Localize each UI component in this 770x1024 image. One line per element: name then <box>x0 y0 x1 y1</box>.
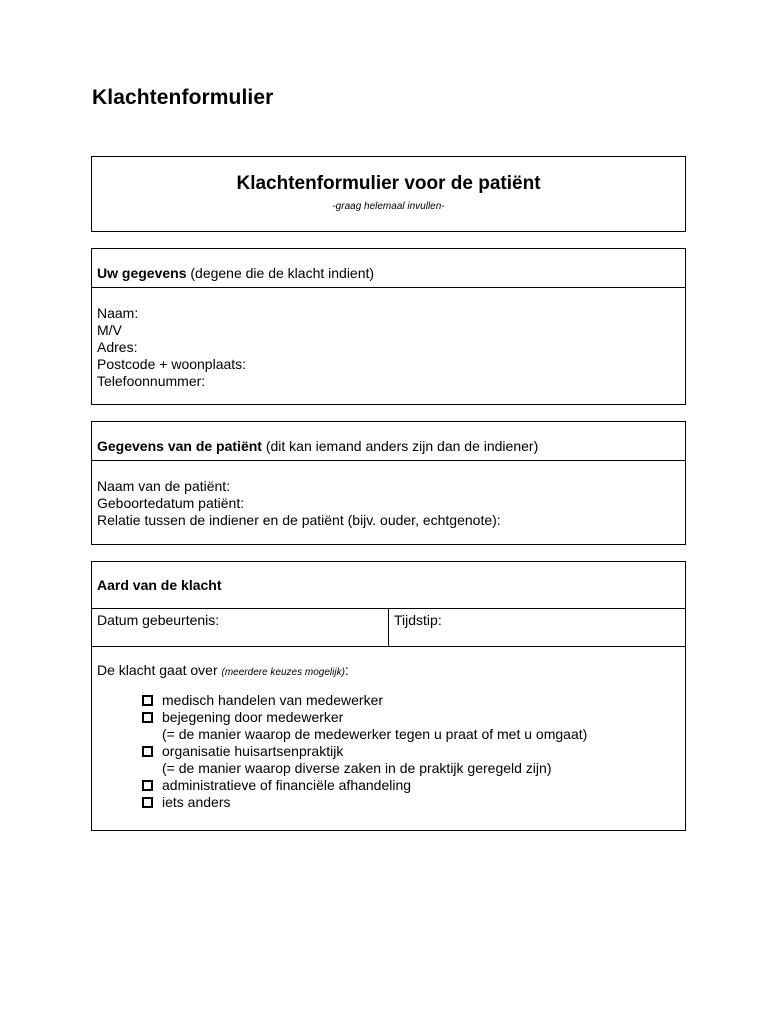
field-relatie[interactable]: Relatie tussen de indiener en de patiënt (bijv. ouder, echtgenote): <box>97 512 501 528</box>
option-label: iets anders <box>162 794 231 810</box>
field-datum-gebeurtenis[interactable]: Datum gebeurtenis: <box>92 609 389 646</box>
checkbox-icon[interactable] <box>142 712 153 723</box>
field-naam[interactable]: Naam: <box>97 305 139 321</box>
option-iets-anders[interactable] <box>136 794 685 811</box>
section-heading-uw-gegevens <box>92 249 685 288</box>
option-organisatie[interactable] <box>136 743 685 777</box>
option-label: organisatie huisartsenpraktijk <box>162 743 344 759</box>
field-geslacht[interactable]: M/V <box>97 322 122 338</box>
option-label: medisch handelen van medewerker <box>162 692 384 708</box>
field-geboortedatum[interactable]: Geboortedatum patiënt: <box>97 495 245 511</box>
option-administratief[interactable] <box>136 777 685 794</box>
field-list <box>92 461 685 529</box>
section-heading-note: (dit kan iemand anders zijn dan de indiener) <box>261 438 539 454</box>
section-heading-bold: Gegevens van de patiënt <box>97 438 262 454</box>
section-uw-gegevens <box>91 248 686 405</box>
checkbox-icon[interactable] <box>142 797 153 808</box>
checkbox-icon[interactable] <box>142 746 153 757</box>
checkbox-icon[interactable] <box>142 695 153 706</box>
form-title-box <box>91 156 686 232</box>
checkbox-icon[interactable] <box>142 780 153 791</box>
field-list <box>92 288 685 390</box>
form-subtitle: -graag helemaal invullen- <box>332 201 445 212</box>
section-heading-bold: Uw gegevens <box>97 265 187 281</box>
section-heading-bold: Aard van de klacht <box>97 577 222 593</box>
option-bejegening[interactable] <box>136 709 685 743</box>
complaint-about-label <box>92 647 685 678</box>
option-note: (= de manier waarop de medewerker tegen u praat of met u omgaat) <box>162 726 588 742</box>
section-heading-patient <box>92 422 685 461</box>
section-heading-aard-klacht <box>92 562 685 609</box>
field-telefoonnummer[interactable]: Telefoonnummer: <box>97 373 206 389</box>
field-postcode-woonplaats[interactable]: Postcode + woonplaats: <box>97 356 247 372</box>
option-label: administratieve of financiële afhandeling <box>162 777 412 793</box>
option-medisch-handelen[interactable] <box>136 692 685 709</box>
complaint-options <box>92 692 685 811</box>
form-title: Klachtenformulier voor de patiënt <box>236 173 541 194</box>
option-label: bejegening door medewerker <box>162 709 344 725</box>
date-time-row <box>92 609 685 647</box>
section-heading-note: (degene die de klacht indient) <box>186 265 375 281</box>
about-colon: : <box>344 662 349 678</box>
option-note: (= de manier waarop diverse zaken in de praktijk geregeld zijn) <box>162 760 552 776</box>
about-note: (meerdere keuzes mogelijk) <box>221 667 345 678</box>
field-adres[interactable]: Adres: <box>97 339 138 355</box>
field-tijdstip[interactable]: Tijdstip: <box>394 612 442 628</box>
section-aard-klacht <box>91 561 686 831</box>
about-text: De klacht gaat over <box>97 662 222 678</box>
field-naam-patient[interactable]: Naam van de patiënt: <box>97 478 231 494</box>
section-patient <box>91 421 686 545</box>
page-title: Klachtenformulier <box>92 86 274 109</box>
